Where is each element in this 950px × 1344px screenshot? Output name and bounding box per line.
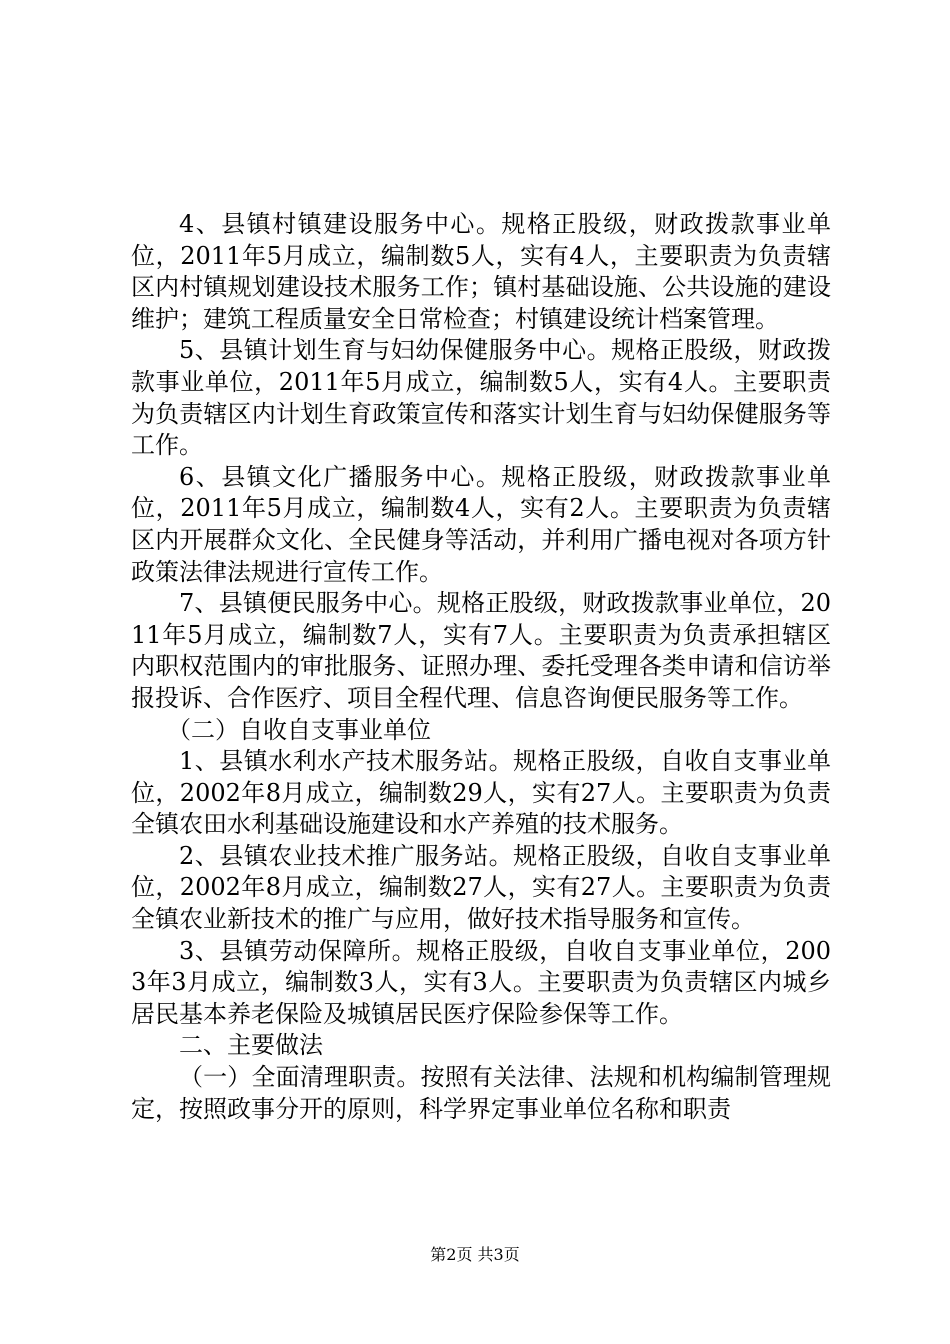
section-heading-main-practices: 二、主要做法	[179, 1031, 323, 1060]
paragraph-public-service-center: 7、县镇便民服务中心。规格正股级，财政拨款事业单位，2011年5月成立，编制数7人，实有7人。主要职责为负责承担辖区内职权范围内的审批服务、证照办理、委托受理各类申请和信访举报投诉、合作医疗、项目全程代理、信息咨询便民服务等工作。	[131, 589, 831, 712]
section-heading-self-funded: （二）自收自支事业单位	[167, 715, 431, 744]
paragraph-clean-up-duties: （一）全面清理职责。按照有关法律、法规和机构编制管理规定，按照政事分开的原则，科学界定事业单位名称和职责	[131, 1063, 831, 1123]
document-body	[131, 209, 831, 1125]
paragraph-culture-broadcast-center: 6、县镇文化广播服务中心。规格正股级，财政拨款事业单位，2011年5月成立，编制数4人，实有2人。主要职责为负责辖区内开展群众文化、全民健身等活动，并利用广播电视对各项方针政策法律法规进行宣传工作。	[131, 462, 831, 586]
paragraph-agri-tech-station: 2、县镇农业技术推广服务站。规格正股级，自收自支事业单位，2002年8月成立，编制数27人，实有27人。主要职责为负责全镇农业新技术的推广与应用，做好技术指导服务和宣传。	[131, 841, 831, 934]
paragraph-village-construction-center: 4、县镇村镇建设服务中心。规格正股级，财政拨款事业单位，2011年5月成立，编制数5人，实有4人，主要职责为负责辖区内村镇规划建设技术服务工作；镇村基础设施、公共设施的建设维护；建筑工程质量安全日常检查；村镇建设统计档案管理。	[131, 210, 831, 333]
paragraph-family-planning-center: 5、县镇计划生育与妇幼保健服务中心。规格正股级，财政拨款事业单位，2011年5月成立，编制数5人，实有4人。主要职责为负责辖区内计划生育政策宣传和落实计划生育与妇幼保健服务等工作。	[131, 336, 831, 460]
page-number-footer: 第2页 共3页	[430, 1245, 520, 1264]
paragraph-water-conservancy-station: 1、县镇水利水产技术服务站。规格正股级，自收自支事业单位，2002年8月成立，编制数29人，实有27人。主要职责为负责全镇农田水利基础设施建设和水产养殖的技术服务。	[131, 747, 831, 839]
paragraph-labor-security-office: 3、县镇劳动保障所。规格正股级，自收自支事业单位，2003年3月成立，编制数3人，实有3人。主要职责为负责辖区内城乡居民基本养老保险及城镇居民医疗保险参保等工作。	[131, 936, 831, 1028]
